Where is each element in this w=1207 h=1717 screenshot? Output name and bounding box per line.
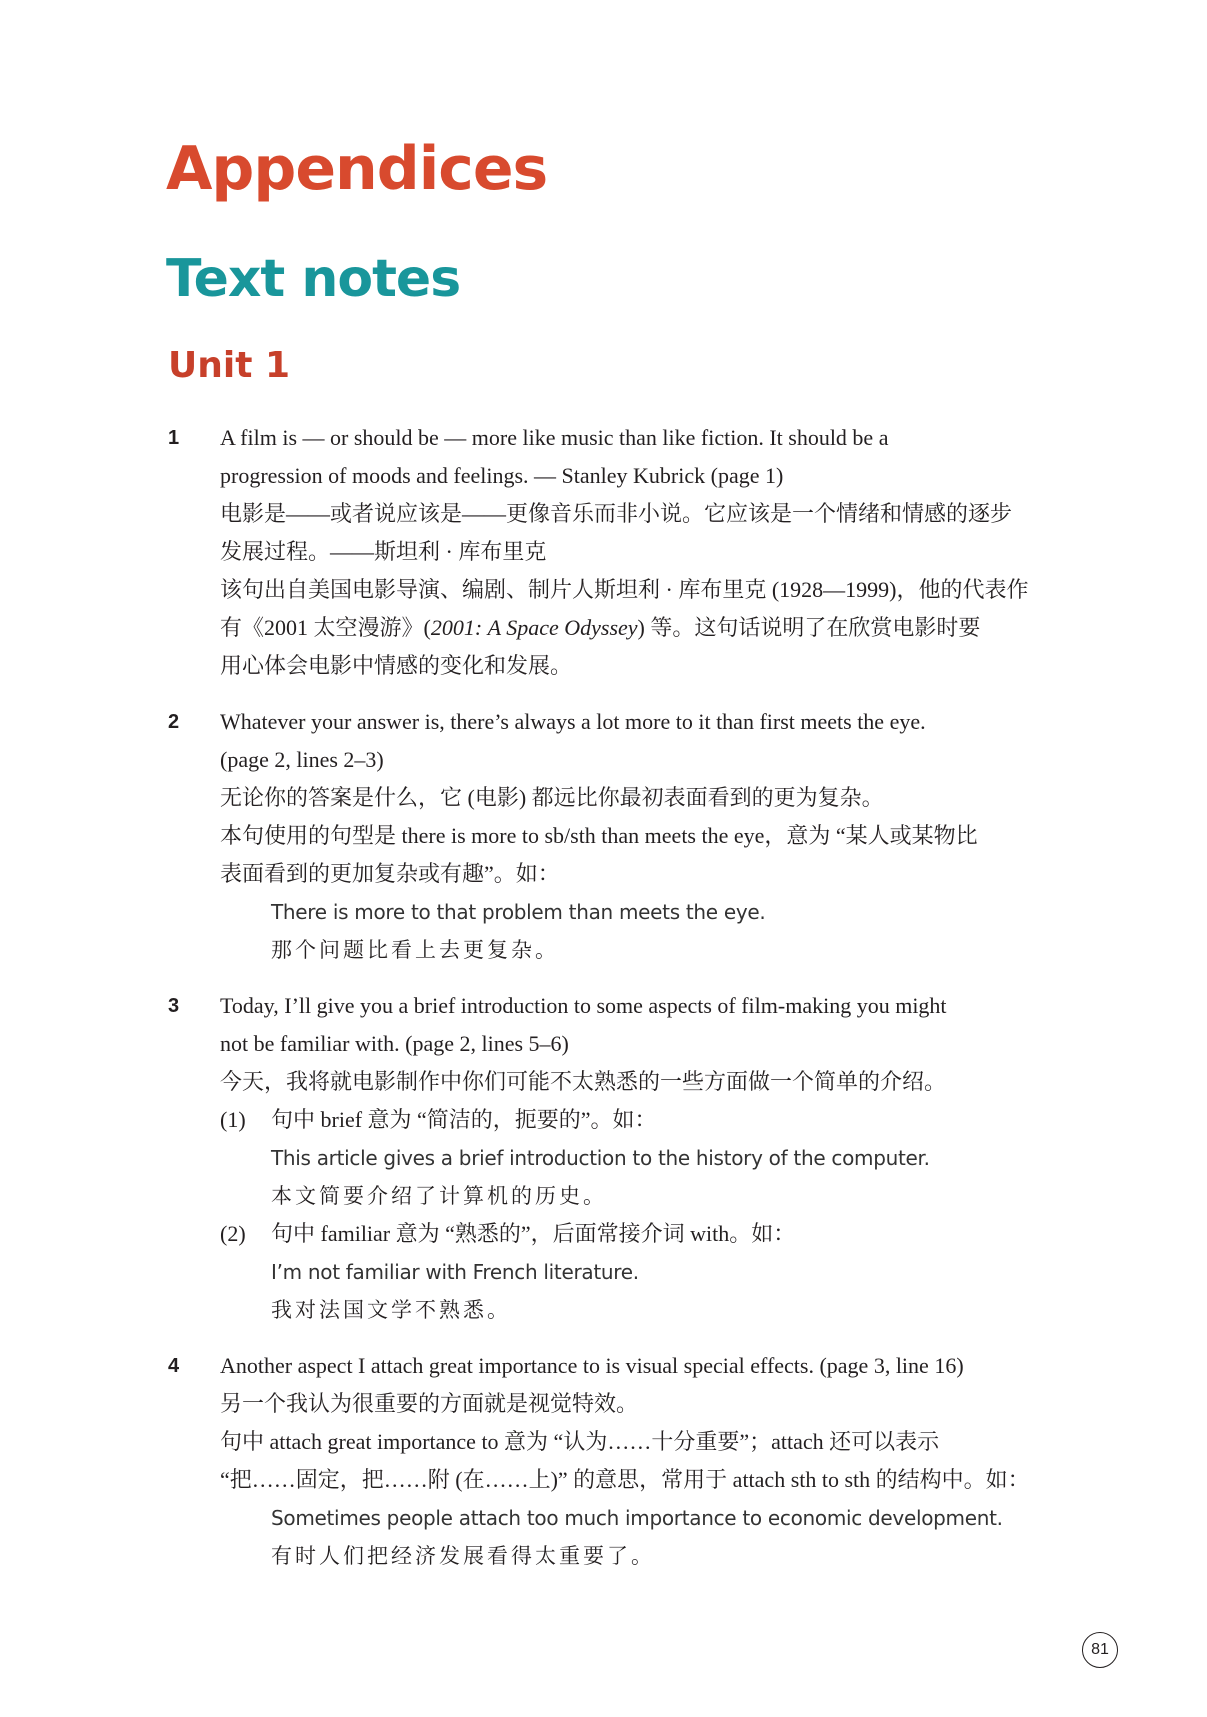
note-line: 另一个我认为很重要的方面就是视觉特效。 bbox=[220, 1391, 639, 1416]
unit-heading: Unit 1 bbox=[168, 345, 290, 386]
note-line: A film is — or should be — more like music than like fiction. It should be a bbox=[220, 425, 889, 450]
subpoint-text: 句中 brief 意为 “简洁的，扼要的”。如： bbox=[271, 1107, 657, 1132]
note-line: not be familiar with. (page 2, lines 5–6) bbox=[220, 1031, 569, 1056]
example-english: Sometimes people attach too much importance to economic development. bbox=[271, 1506, 1003, 1530]
note-line: Whatever your answer is, there’s always a lot more to it than first meets the eye. bbox=[220, 709, 926, 734]
note-line: 今天，我将就电影制作中你们可能不太熟悉的一些方面做一个简单的介绍。 bbox=[220, 1069, 947, 1094]
note-line: 句中 attach great importance to 意为 “认为……十分重要”；attach 还可以表示 bbox=[220, 1429, 940, 1454]
example-chinese: 我对法国文学不熟悉。 bbox=[271, 1298, 511, 1322]
subpoint-1 bbox=[220, 1101, 1048, 1139]
note-text: ) 等。这句话说明了在欣赏电影时要 bbox=[637, 615, 981, 640]
note-line: Today, I’ll give you a brief introduction to some aspects of film-making you might bbox=[220, 993, 947, 1018]
note-number: 2 bbox=[168, 711, 180, 733]
example-chinese: 本文简要介绍了计算机的历史。 bbox=[271, 1184, 607, 1208]
note-line: 发展过程。——斯坦利 · 库布里克 bbox=[220, 539, 547, 564]
example-chinese: 那个问题比看上去更复杂。 bbox=[271, 938, 559, 962]
example-english: This article gives a brief introduction to the history of the computer. bbox=[271, 1146, 930, 1170]
note-body bbox=[220, 1347, 1048, 1575]
subpoint-label: (1) bbox=[220, 1107, 246, 1132]
note-line: 无论你的答案是什么，它 (电影) 都远比你最初表面看到的更为复杂。 bbox=[220, 785, 884, 810]
note-2 bbox=[168, 703, 1048, 969]
note-3 bbox=[168, 987, 1048, 1329]
note-text: 有《2001 太空漫游》( bbox=[220, 615, 431, 640]
note-line: “把……固定，把……附 (在……上)” 的意思，常用于 attach sth to sth 的结构中。如： bbox=[220, 1467, 1030, 1492]
note-line: 用心体会电影中情感的变化和发展。 bbox=[220, 653, 573, 678]
subpoint-2 bbox=[220, 1215, 1048, 1253]
example-english: There is more to that problem than meets the eye. bbox=[271, 900, 766, 924]
note-number: 4 bbox=[168, 1355, 180, 1377]
note-line: Another aspect I attach great importance to is visual special effects. (page 3, line 16) bbox=[220, 1353, 964, 1378]
note-body bbox=[220, 703, 1048, 969]
note-line: (page 2, lines 2–3) bbox=[220, 747, 384, 772]
text-notes-heading: Text notes bbox=[166, 249, 461, 309]
note-line bbox=[220, 609, 1048, 647]
note-line: 电影是——或者说应该是——更像音乐而非小说。它应该是一个情绪和情感的逐步 bbox=[220, 501, 1013, 526]
example-chinese: 有时人们把经济发展看得太重要了。 bbox=[271, 1544, 655, 1568]
note-4 bbox=[168, 1347, 1048, 1575]
subpoint-text: 句中 familiar 意为 “熟悉的”，后面常接介词 with。如： bbox=[271, 1221, 796, 1246]
page-number: 81 bbox=[1082, 1632, 1118, 1668]
note-line: 该句出自美国电影导演、编剧、制片人斯坦利 · 库布里克 (1928—1999)，他的代表作 bbox=[220, 577, 1029, 602]
film-title: 2001: A Space Odyssey bbox=[430, 615, 638, 640]
note-number: 1 bbox=[168, 427, 180, 449]
note-body bbox=[220, 419, 1048, 685]
note-line: progression of moods and feelings. — Stanley Kubrick (page 1) bbox=[220, 463, 784, 488]
subpoint-label: (2) bbox=[220, 1221, 246, 1246]
note-number: 3 bbox=[168, 995, 180, 1017]
note-line: 本句使用的句型是 there is more to sb/sth than meets the eye，意为 “某人或某物比 bbox=[220, 823, 978, 848]
example-english: I’m not familiar with French literature. bbox=[271, 1260, 639, 1284]
note-line: 表面看到的更加复杂或有趣”。如： bbox=[220, 861, 560, 886]
note-body bbox=[220, 987, 1048, 1329]
appendices-heading: Appendices bbox=[166, 134, 548, 204]
note-1 bbox=[168, 419, 1048, 685]
